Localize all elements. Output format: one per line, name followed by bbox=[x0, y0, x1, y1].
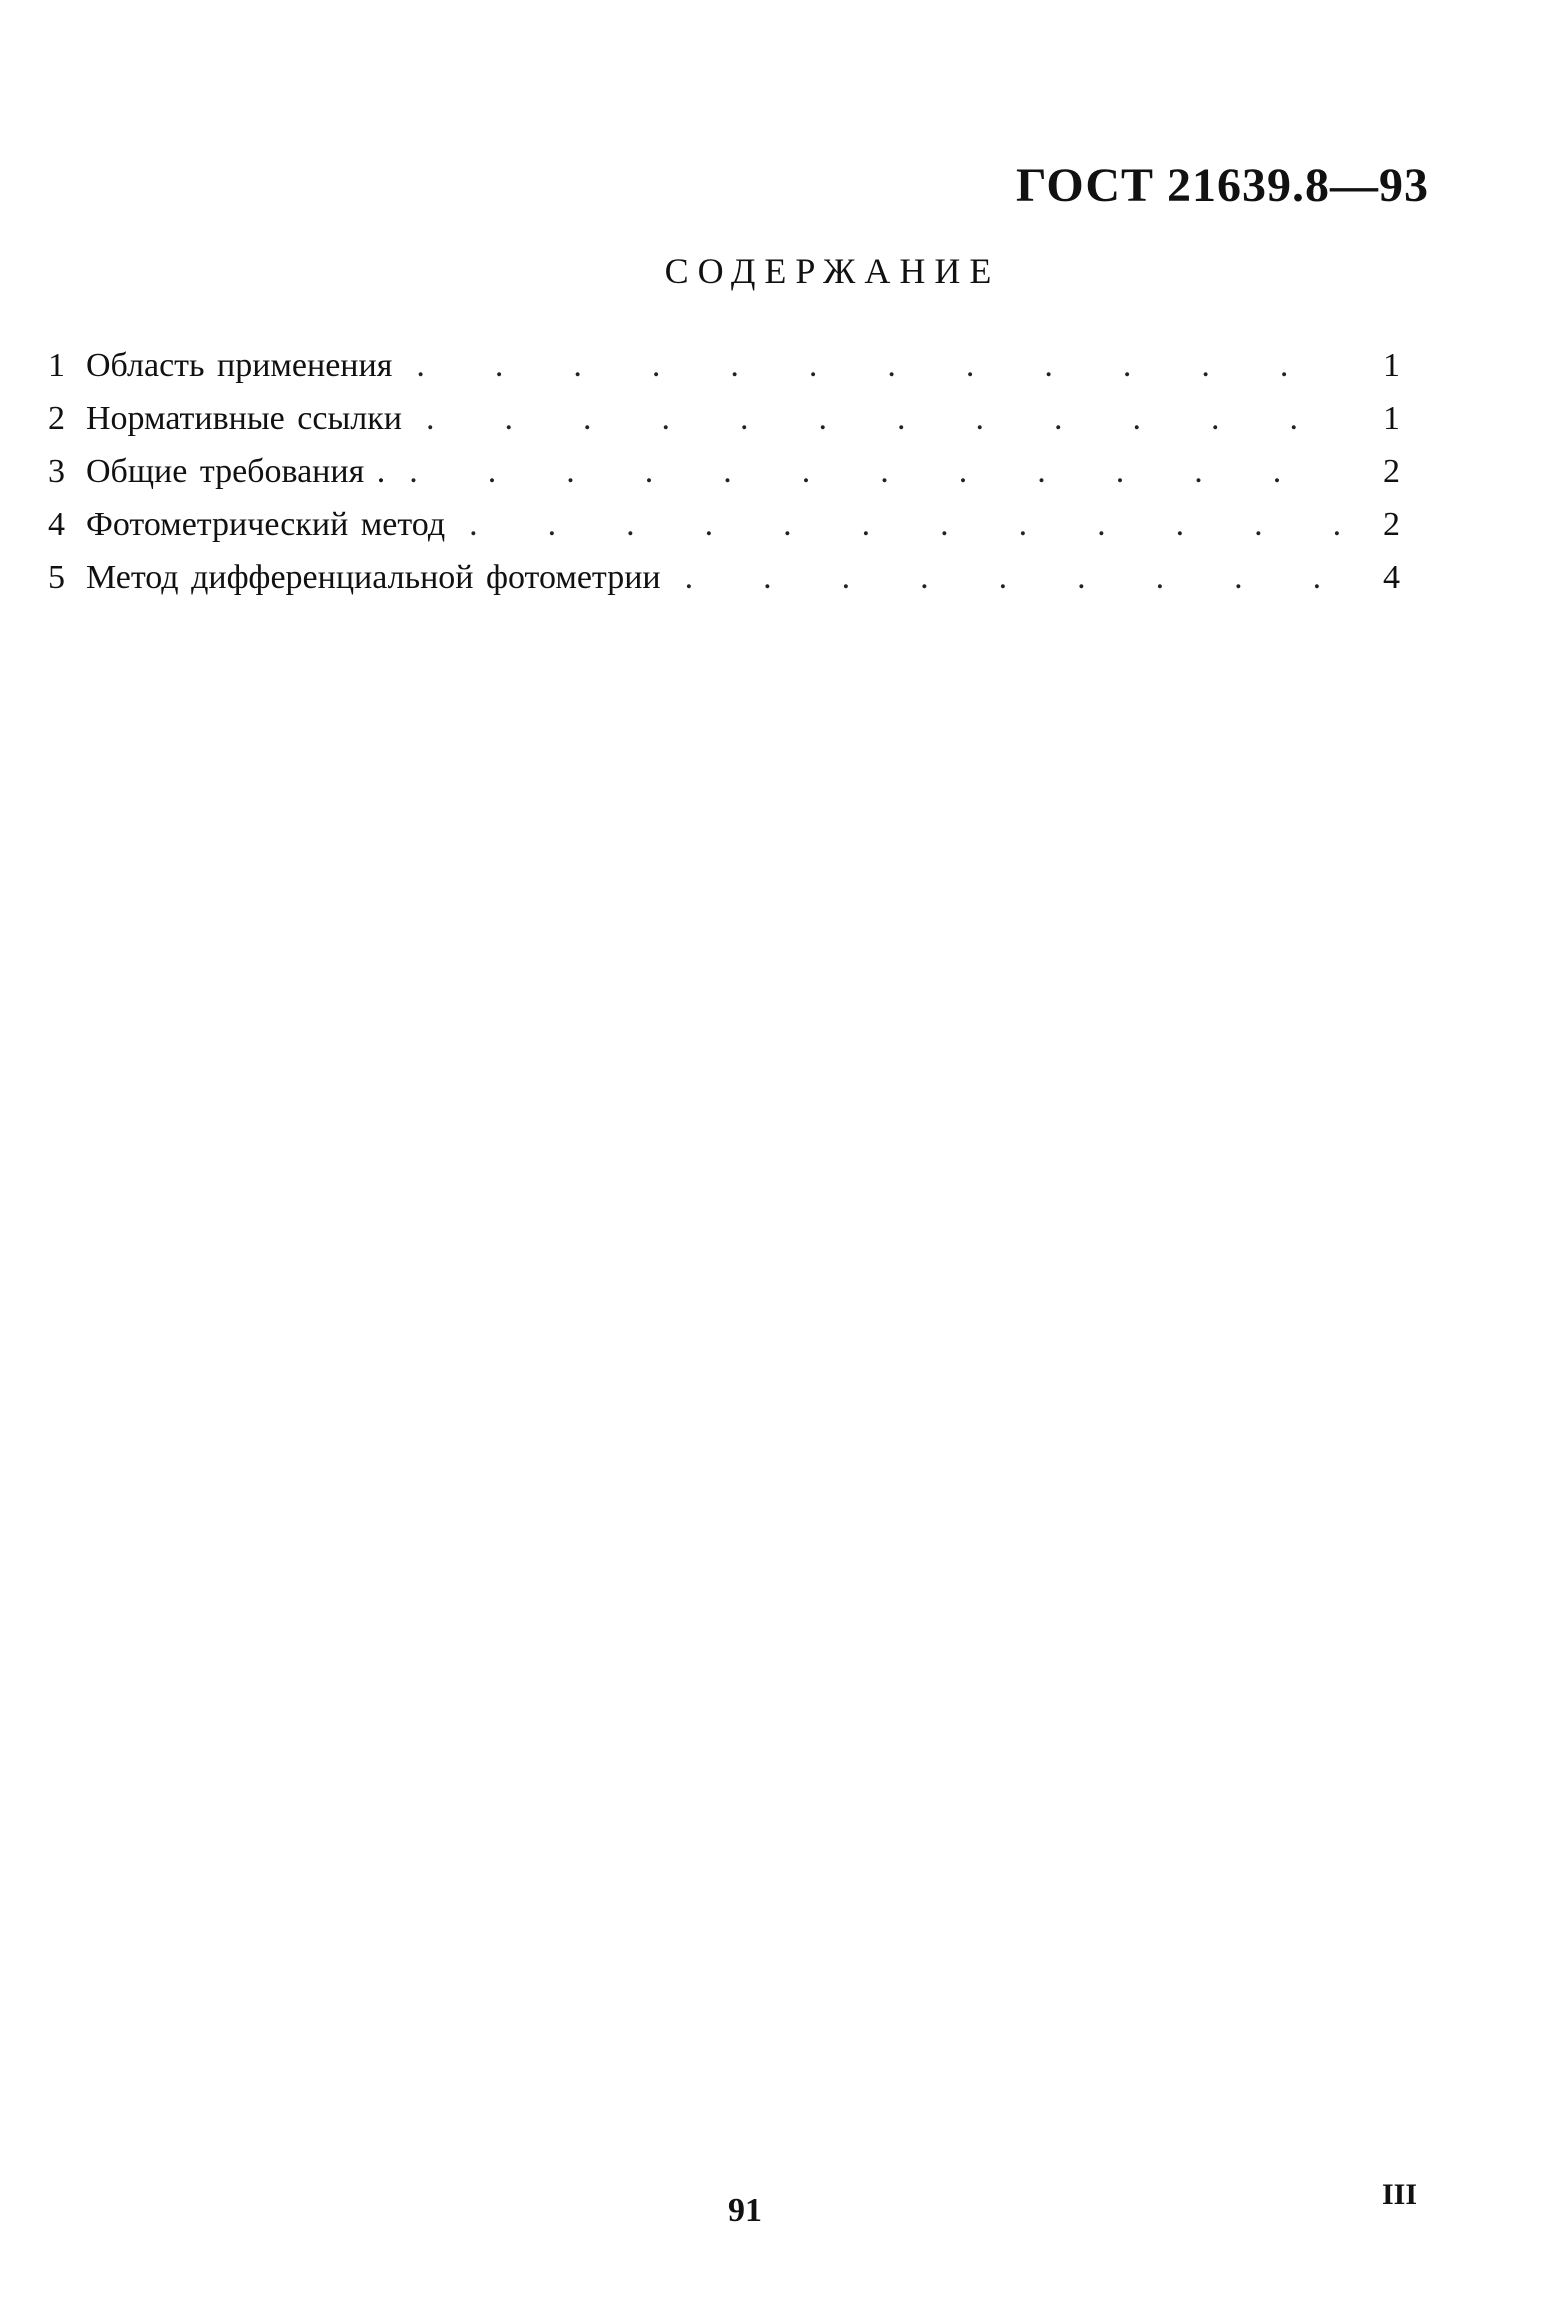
page-number: 91 bbox=[728, 2192, 762, 2229]
toc-item-number: 3 bbox=[48, 453, 65, 490]
toc-item-number: 2 bbox=[48, 400, 65, 437]
toc-item-page: 2 bbox=[1383, 506, 1400, 543]
standard-code: ГОСТ 21639.8—93 bbox=[1016, 159, 1429, 212]
toc-item-number: 5 bbox=[48, 559, 65, 596]
toc-item-number: 4 bbox=[48, 506, 65, 543]
contents-title: СОДЕРЖАНИЕ bbox=[664, 251, 1001, 291]
toc-item-label: Фотометрический метод bbox=[86, 506, 446, 543]
toc-dot-leader bbox=[416, 347, 1344, 385]
toc-item bbox=[48, 400, 1400, 453]
toc-item-label: Область применения bbox=[86, 347, 393, 384]
section-mark: III bbox=[1382, 2178, 1418, 2211]
toc-dot-leader bbox=[469, 506, 1344, 544]
toc-dot-leader bbox=[426, 400, 1344, 438]
toc-item bbox=[48, 506, 1400, 559]
toc-dot-leader bbox=[409, 453, 1344, 491]
toc-item-label: Нормативные ссылки bbox=[86, 400, 402, 437]
toc-item-page: 1 bbox=[1383, 400, 1400, 437]
toc-item-label: Общие требования . bbox=[86, 453, 386, 490]
toc-item-number: 1 bbox=[48, 347, 65, 384]
toc-item-page: 2 bbox=[1383, 453, 1400, 490]
toc-item-page: 1 bbox=[1383, 347, 1400, 384]
toc-item bbox=[48, 559, 1400, 612]
toc-item bbox=[48, 347, 1400, 400]
toc-dot-leader bbox=[685, 559, 1344, 597]
toc-item bbox=[48, 453, 1400, 506]
table-of-contents bbox=[48, 347, 1400, 612]
toc-item-label: Метод дифференциальной фотометрии bbox=[86, 559, 661, 596]
toc-item-page: 4 bbox=[1383, 559, 1400, 596]
